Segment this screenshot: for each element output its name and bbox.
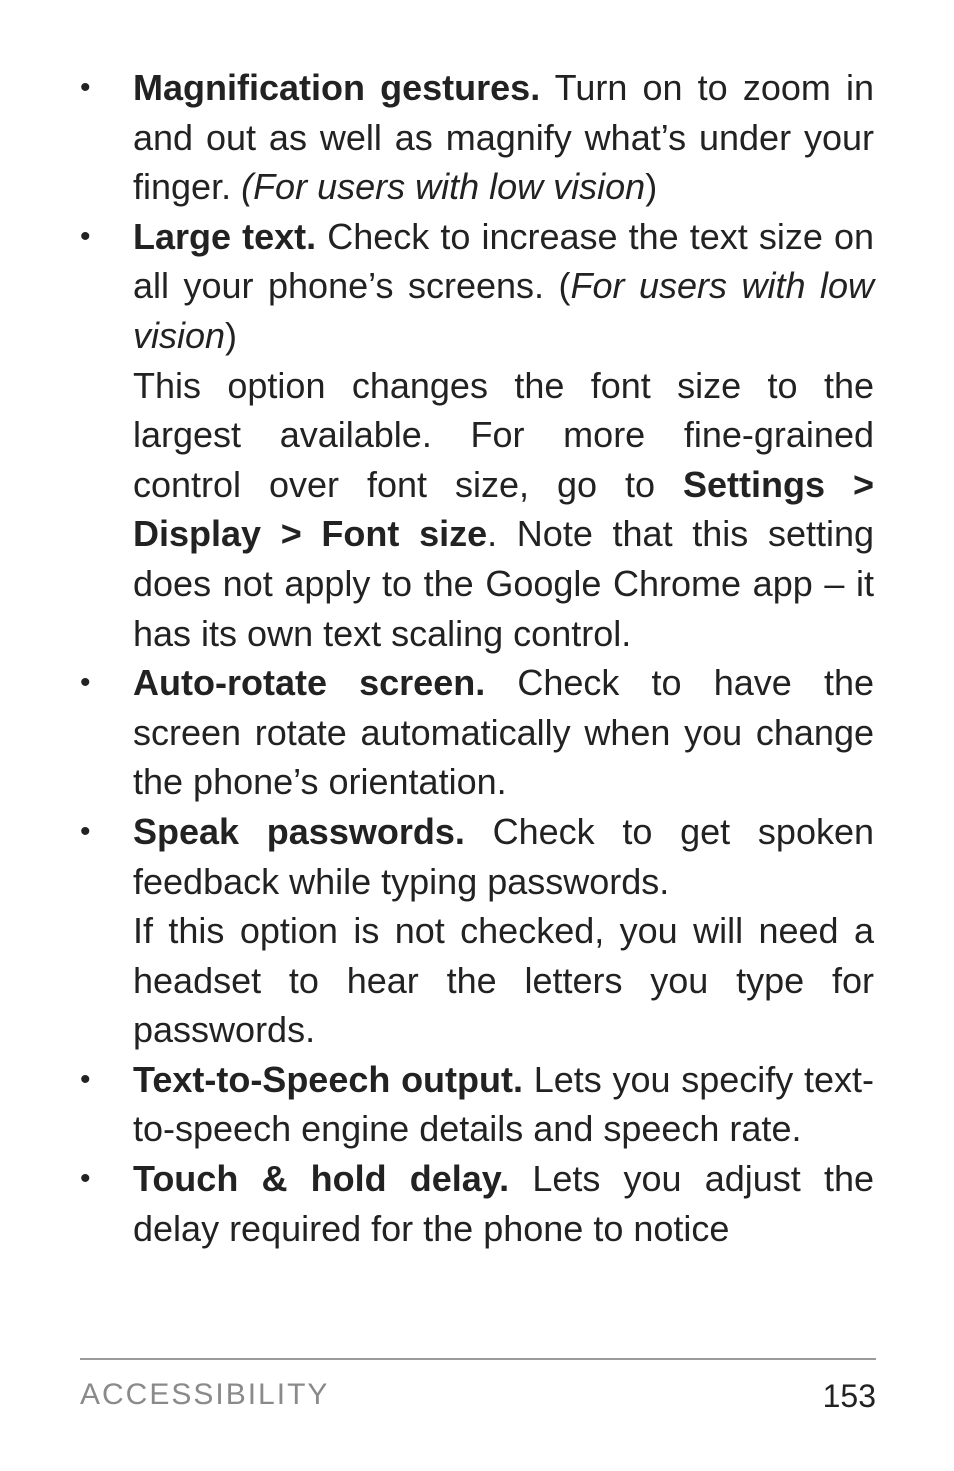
bullet-marker: • — [80, 666, 91, 700]
page-number: 153 — [822, 1378, 876, 1414]
bullet-marker: • — [80, 71, 91, 104]
item-paragraph: If this option is not checked, you will need a headset to hear the letters you type for passwords. — [133, 910, 874, 1051]
list-item — [0, 658, 874, 807]
page-body — [0, 63, 954, 1253]
item-paragraph: Speak passwords. Check to get spoken feedback while typing passwords. — [133, 810, 875, 902]
bullet-marker: • — [80, 1062, 91, 1096]
item-paragraph: Touch & hold delay. Lets you adjust the delay required for the phone to notice — [133, 1158, 874, 1249]
list-item — [0, 1154, 874, 1253]
footer-divider — [80, 1358, 876, 1360]
item-paragraph: Large text. Check to increase the text size on all your phone’s screens. (For users with low vision) — [133, 215, 874, 356]
list-item — [0, 807, 874, 1055]
item-paragraph: Auto-rotate screen. Check to have the screen rotate automatically when you change the phone’s orientation. — [133, 662, 874, 803]
item-paragraph: Magnification gestures. Turn on to zoom in and out as well as magnify what’s under your finger. (For users with low vision) — [133, 67, 874, 208]
list-item — [0, 212, 874, 658]
list-item — [0, 63, 874, 212]
item-paragraph: This option changes the font size to the largest available. For more fine-grained control over font size, go to Settings > Display > Font size. Note that this setting does not apply to the Google Chrome app – it has its own text scaling control. — [133, 364, 875, 654]
footer-section-title: ACCESSIBILITY — [80, 1378, 330, 1411]
bullet-marker: • — [80, 814, 91, 848]
list-item — [0, 1055, 874, 1154]
item-paragraph: Text-to-Speech output. Lets you specify text-to-speech engine details and speech rate. — [133, 1058, 874, 1150]
bullet-marker: • — [80, 1162, 91, 1196]
bullet-marker: • — [80, 219, 91, 253]
